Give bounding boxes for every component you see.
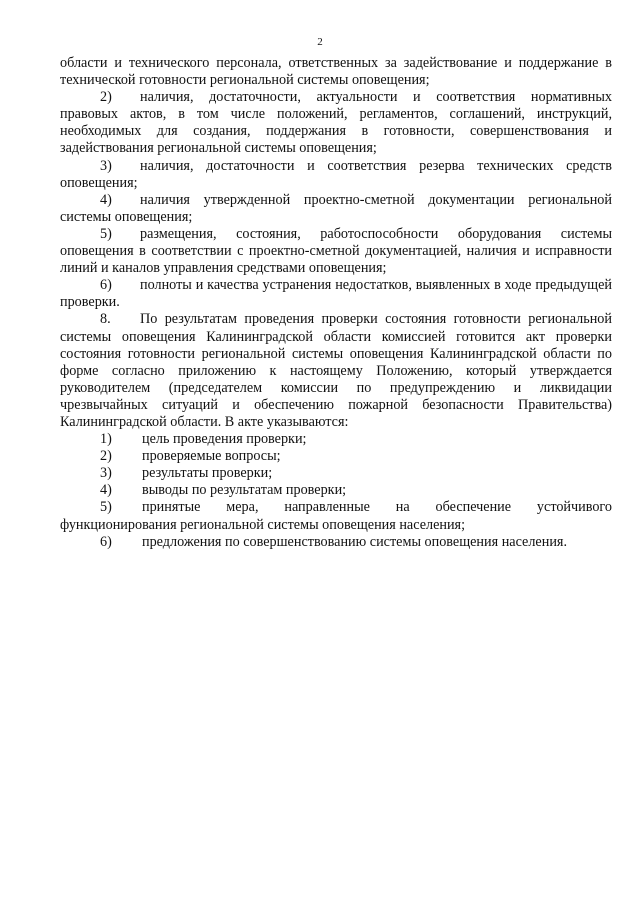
list-item (60, 89, 612, 157)
list-item-number: 3) (100, 157, 112, 174)
document-body (60, 55, 612, 551)
list-item-number: 3) (100, 465, 112, 482)
list-item (60, 277, 612, 311)
list-item-text: выводы по результатам проверки; (142, 482, 347, 499)
list-item-number: 4) (100, 191, 112, 208)
list-item-text: принятые мера, направленные на обеспечение устойчивого функционирования региональной системы оповещения населения; (60, 499, 612, 533)
list-item-text: цель проведения проверки; (142, 431, 307, 448)
list-item (60, 534, 612, 551)
list-item (60, 226, 612, 277)
continuation-paragraph: области и технического персонала, ответственных за задействование и поддержание в технической готовности региональной системы оповещения; (60, 55, 612, 89)
list-item (60, 499, 612, 533)
list-item-text: проверяемые вопросы; (142, 448, 281, 465)
list-item (60, 431, 612, 448)
list-item-number: 4) (100, 482, 112, 499)
list-item-text: наличия утвержденной проектно-сметной документации региональной системы оповещения; (60, 191, 612, 225)
list-item-number: 5) (100, 225, 112, 242)
clause-text: По результатам проведения проверки состояния готовности региональной системы оповещения Калининградской области комиссией готовится акт проверки состояния готовности региональной системы оповещения Калининградской области по форме согласно приложению к настоящему Положению, который утверждается руководителем (председателем комиссии по предупреждению и ликвидации чрезвычайных ситуаций и обеспечению пожарной безопасности Правительства) Калининградской области. В акте указываются: (60, 311, 612, 430)
list-item-text: наличия, достаточности, актуальности и соответствия нормативных правовых актов, в том числе положений, регламентов, соглашений, инструкций, необходимых для создания, поддержания в готовности, совершенствования и задействования региональной системы оповещения; (60, 89, 612, 157)
list-item (60, 158, 612, 192)
clause-8-paragraph (60, 311, 612, 431)
list-item-text: предложения по совершенствованию системы оповещения населения. (142, 533, 567, 550)
list-item-text: наличия, достаточности и соответствия резерва технических средств оповещения; (60, 157, 612, 191)
list-item (60, 192, 612, 226)
list-item-text: размещения, состояния, работоспособности оборудования системы оповещения в соответствии с проектно-сметной документацией, наличия и исправности линий и каналов управления средствами оповещения; (60, 225, 612, 277)
list-item-number: 5) (100, 499, 112, 516)
list-item (60, 465, 612, 482)
list-item-number: 2) (100, 448, 112, 465)
list-item-text: полноты и качества устранения недостатков, выявленных в ходе предыдущей проверки. (60, 277, 612, 311)
list-item-number: 6) (100, 277, 112, 294)
clause-number: 8. (100, 311, 111, 328)
list-item-number: 1) (100, 431, 112, 448)
list-item (60, 448, 612, 465)
list-item-number: 2) (100, 89, 112, 106)
list-item-number: 6) (100, 533, 112, 550)
list-item (60, 482, 612, 499)
list-item-text: результаты проверки; (142, 465, 273, 482)
page-number: 2 (317, 36, 323, 48)
